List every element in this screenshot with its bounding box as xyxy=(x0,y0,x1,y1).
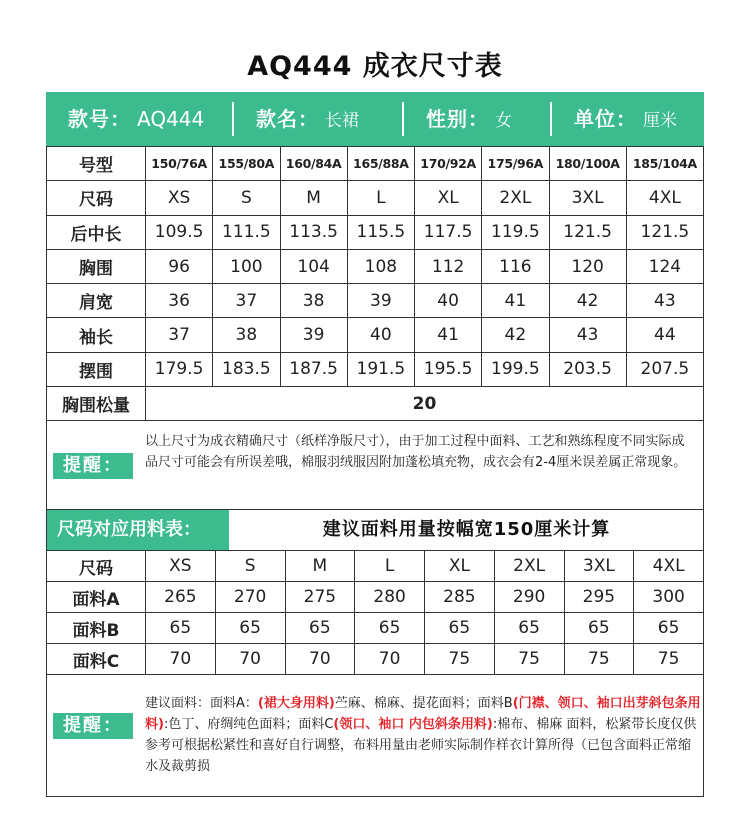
reminder-text: 以上尺寸为成衣精确尺寸（纸样净版尺寸），由于加工过程中面料、工艺和熟练程度不同实际成品尺寸可能会有所误差哦，棉服羽绒服因附加蓬松填充物，成衣会有2-4厘米误差属正常现象。 xyxy=(145,434,687,470)
table-cell: 75 xyxy=(634,644,704,675)
table-row xyxy=(47,181,704,215)
table-cell: 3XL xyxy=(564,551,634,582)
table-cell: 112 xyxy=(415,249,482,283)
fabric-text-part: :色丁、府绸纯色面料；面料C xyxy=(163,717,334,732)
table-cell: 104 xyxy=(280,249,347,283)
fabric-reminder-text xyxy=(145,693,701,777)
table-cell: 191.5 xyxy=(347,352,414,386)
table-cell: 40 xyxy=(347,318,414,352)
unit-cell xyxy=(550,102,704,136)
style-no-value: AQ444 xyxy=(137,107,205,131)
table-cell: 155/80A xyxy=(213,147,280,181)
table-cell: 3XL xyxy=(549,181,626,215)
fabric-note-box xyxy=(46,675,704,797)
gender-label: 性别： xyxy=(426,107,489,131)
table-cell: 270 xyxy=(215,582,285,613)
fabric-text-part: 建议面料：面料A： xyxy=(145,696,258,711)
fabric-table xyxy=(46,550,704,675)
table-cell: 300 xyxy=(634,582,704,613)
table-row xyxy=(47,318,704,352)
table-cell: 2XL xyxy=(494,551,564,582)
table-cell: 275 xyxy=(285,582,355,613)
table-cell: 111.5 xyxy=(213,215,280,249)
table-row xyxy=(47,147,704,181)
table-cell: 70 xyxy=(355,644,425,675)
table-cell: 75 xyxy=(425,644,495,675)
table-cell: M xyxy=(285,551,355,582)
row-header: 摆围 xyxy=(47,352,146,386)
table-cell: 295 xyxy=(564,582,634,613)
table-cell: 183.5 xyxy=(213,352,280,386)
table-cell: 70 xyxy=(146,644,216,675)
table-cell: 280 xyxy=(355,582,425,613)
fabric-note: 建议面料用量按幅宽150厘米计算 xyxy=(322,519,611,540)
gender-value: 女 xyxy=(495,111,512,131)
fabric-a-usage: (裙大身用料) xyxy=(257,696,335,711)
table-cell: 37 xyxy=(146,318,213,352)
chest-ease-value: 20 xyxy=(146,387,704,421)
table-cell: 65 xyxy=(494,613,564,644)
table-cell: S xyxy=(215,551,285,582)
table-row xyxy=(47,284,704,318)
name-value: 长裙 xyxy=(325,111,359,131)
table-cell: L xyxy=(355,551,425,582)
unit-value: 厘米 xyxy=(643,111,677,131)
table-cell: 2XL xyxy=(482,181,549,215)
table-cell: 120 xyxy=(549,249,626,283)
table-cell: 65 xyxy=(425,613,495,644)
table-cell: 160/84A xyxy=(280,147,347,181)
table-cell: 150/76A xyxy=(146,147,213,181)
fabric-bar xyxy=(46,510,704,550)
style-no-label: 款号： xyxy=(68,107,131,131)
table-cell: 195.5 xyxy=(415,352,482,386)
table-cell: XL xyxy=(415,181,482,215)
table-cell: 115.5 xyxy=(347,215,414,249)
name-label: 款名： xyxy=(256,107,319,131)
table-cell: 65 xyxy=(634,613,704,644)
table-row xyxy=(47,644,704,675)
table-cell: 43 xyxy=(626,284,703,318)
table-cell: 65 xyxy=(355,613,425,644)
table-cell: 108 xyxy=(347,249,414,283)
page-title: AQ444 成衣尺寸表 xyxy=(247,51,503,82)
table-cell: L xyxy=(347,181,414,215)
fabric-b-usage: (门襟、领口、袖口出芽斜包条用料) xyxy=(145,696,701,732)
row-header: 后中长 xyxy=(47,215,146,249)
table-cell: 109.5 xyxy=(146,215,213,249)
table-cell: 290 xyxy=(494,582,564,613)
fabric-c-usage: (领口、袖口 内包斜条用料) xyxy=(333,717,493,732)
row-header: 尺码 xyxy=(47,551,146,582)
table-cell: 37 xyxy=(213,284,280,318)
table-cell: 170/92A xyxy=(415,147,482,181)
row-header: 尺码 xyxy=(47,181,146,215)
reminder-badge: 提醒： xyxy=(53,453,133,479)
row-header: 面料B xyxy=(47,613,146,644)
table-row xyxy=(47,352,704,386)
table-cell: 70 xyxy=(285,644,355,675)
table-cell: 41 xyxy=(415,318,482,352)
table-cell: 179.5 xyxy=(146,352,213,386)
row-header: 面料A xyxy=(47,582,146,613)
table-cell: 265 xyxy=(146,582,216,613)
header-bar xyxy=(46,92,704,146)
table-cell: 65 xyxy=(215,613,285,644)
table-cell: 124 xyxy=(626,249,703,283)
fabric-reminder-badge: 提醒： xyxy=(53,713,133,739)
row-header: 胸围 xyxy=(47,249,146,283)
table-cell: 40 xyxy=(415,284,482,318)
table-cell: 43 xyxy=(549,318,626,352)
table-cell: S xyxy=(213,181,280,215)
table-cell: 42 xyxy=(482,318,549,352)
table-cell: 42 xyxy=(549,284,626,318)
table-cell: 117.5 xyxy=(415,215,482,249)
table-cell: 187.5 xyxy=(280,352,347,386)
table-cell: 207.5 xyxy=(626,352,703,386)
note-box xyxy=(46,411,704,510)
size-table xyxy=(46,146,704,421)
table-cell: 203.5 xyxy=(549,352,626,386)
table-cell: 180/100A xyxy=(549,147,626,181)
gender-cell xyxy=(402,102,550,136)
name-cell xyxy=(232,102,402,136)
table-cell: 38 xyxy=(213,318,280,352)
table-cell: 75 xyxy=(564,644,634,675)
table-cell: 39 xyxy=(347,284,414,318)
table-cell: 44 xyxy=(626,318,703,352)
table-cell: 65 xyxy=(146,613,216,644)
fabric-text-part: :棉布、棉麻 面料，松紧带长度仅供参考可根据松紧性和喜好自行调整，布料用量由老师实际制作样衣计算所得（已包含面料正常缩水及裁剪损 xyxy=(145,717,697,774)
row-header: 肩宽 xyxy=(47,284,146,318)
table-cell: 113.5 xyxy=(280,215,347,249)
style-no-cell xyxy=(46,102,232,136)
fabric-text-part: 苎麻、棉麻、提花面料；面料B xyxy=(334,696,513,711)
table-cell: 116 xyxy=(482,249,549,283)
table-cell: 70 xyxy=(215,644,285,675)
row-header: 号型 xyxy=(47,147,146,181)
table-cell: 65 xyxy=(285,613,355,644)
table-cell: 41 xyxy=(482,284,549,318)
table-cell: 100 xyxy=(213,249,280,283)
table-cell: XL xyxy=(425,551,495,582)
table-cell: 121.5 xyxy=(549,215,626,249)
fabric-badge: 尺码对应用料表： xyxy=(47,510,229,550)
table-cell: 36 xyxy=(146,284,213,318)
table-cell: 38 xyxy=(280,284,347,318)
table-row xyxy=(47,249,704,283)
table-cell: 96 xyxy=(146,249,213,283)
table-cell: 75 xyxy=(494,644,564,675)
table-row xyxy=(47,582,704,613)
row-header: 面料C xyxy=(47,644,146,675)
table-cell: 39 xyxy=(280,318,347,352)
row-header: 袖长 xyxy=(47,318,146,352)
unit-label: 单位： xyxy=(574,107,637,131)
table-row xyxy=(47,613,704,644)
table-cell: XS xyxy=(146,551,216,582)
table-cell: 65 xyxy=(564,613,634,644)
table-cell: 4XL xyxy=(626,181,703,215)
table-cell: 4XL xyxy=(634,551,704,582)
table-cell: 199.5 xyxy=(482,352,549,386)
table-row xyxy=(47,215,704,249)
table-cell: 119.5 xyxy=(482,215,549,249)
table-row xyxy=(47,551,704,582)
table-cell: 285 xyxy=(425,582,495,613)
table-cell: XS xyxy=(146,181,213,215)
table-cell: 185/104A xyxy=(626,147,703,181)
table-cell: M xyxy=(280,181,347,215)
table-cell: 165/88A xyxy=(347,147,414,181)
row-header: 胸围松量 xyxy=(47,387,146,421)
table-cell: 121.5 xyxy=(626,215,703,249)
table-cell: 175/96A xyxy=(482,147,549,181)
